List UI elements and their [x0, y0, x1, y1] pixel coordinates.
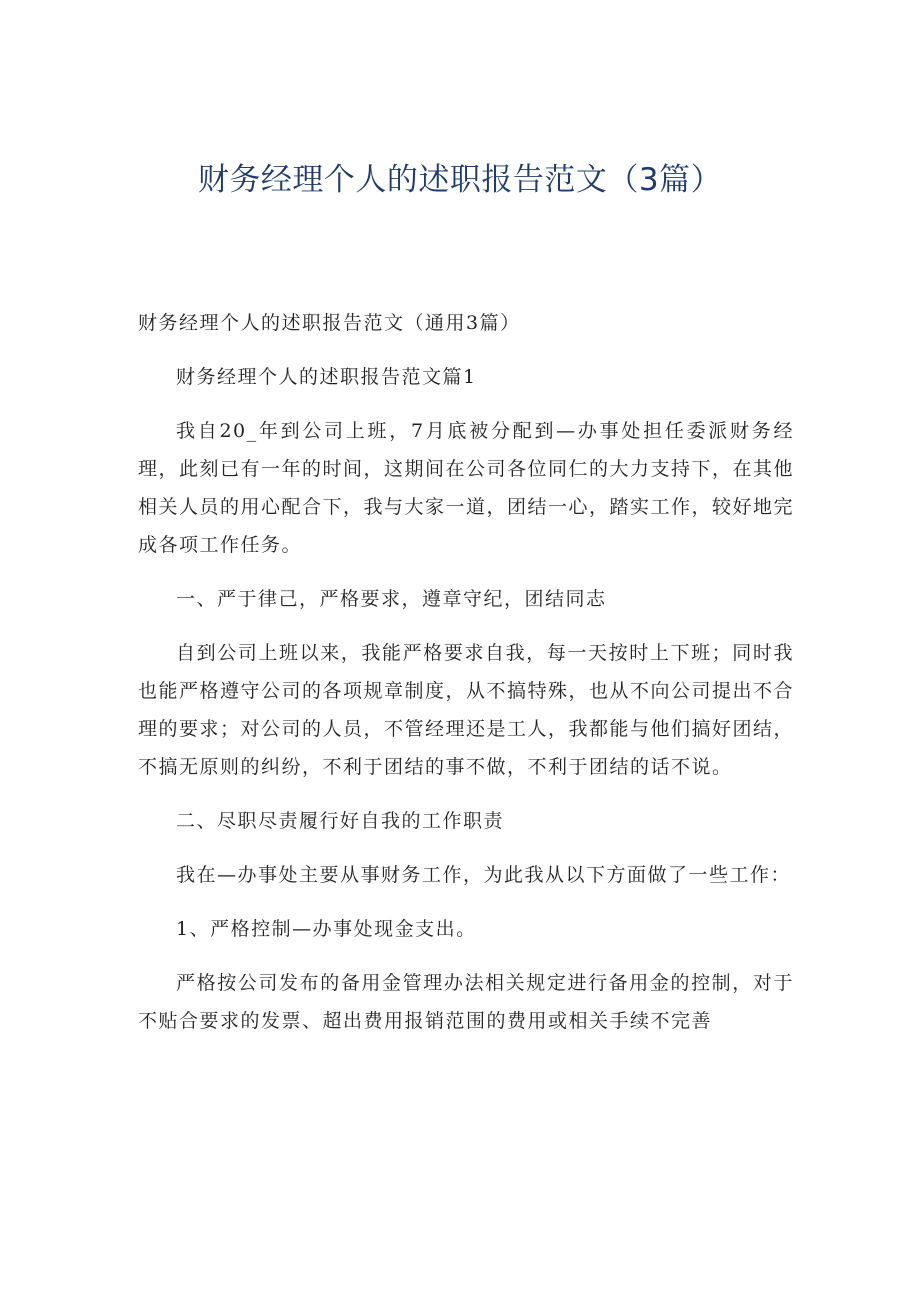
paragraph-heading-1: 一、严于律己，严格要求，遵章守纪，团结同志 — [176, 588, 607, 610]
paragraph-discipline: 自到公司上班以来，我能严格要求自我，每一天按时上下班；同时我也能严格遵守公司的各项规章制度，从不搞特殊，也从不向公司提出不合理的要求；对公司的人员，不管经理还是工人，我都能与他们搞好团结，不搞无原则的纠纷，不利于团结的事不做，不利于团结的话不说。 — [138, 642, 795, 778]
document-body — [138, 304, 794, 1056]
paragraph-duties: 我在—办事处主要从事财务工作，为此我从以下方面做了一些工作： — [176, 864, 792, 886]
paragraph-intro: 我自20_年到公司上班，7月底被分配到—办事处担任委派财务经理，此刻已有一年的时间，这期间在公司各位同仁的大力支持下，在其他相关人员的用心配合下，我与大家一道，团结一心，踏实工作，较好地完成各项工作任务。 — [138, 420, 795, 556]
paragraph-cash-control: 严格按公司发布的备用金管理办法相关规定进行备用金的控制，对于不贴合要求的发票、超出费用报销范围的费用或相关手续不完善 — [138, 972, 794, 1032]
paragraph-item-1: 1、严格控制—办事处现金支出。 — [176, 918, 477, 940]
paragraph-section-heading: 财务经理个人的述职报告范文篇1 — [176, 366, 477, 388]
document-title: 财务经理个人的述职报告范文（3篇） — [197, 162, 723, 198]
paragraph-subtitle: 财务经理个人的述职报告范文（通用3篇） — [138, 312, 521, 334]
paragraph-heading-2: 二、尽职尽责履行好自我的工作职责 — [176, 810, 505, 832]
